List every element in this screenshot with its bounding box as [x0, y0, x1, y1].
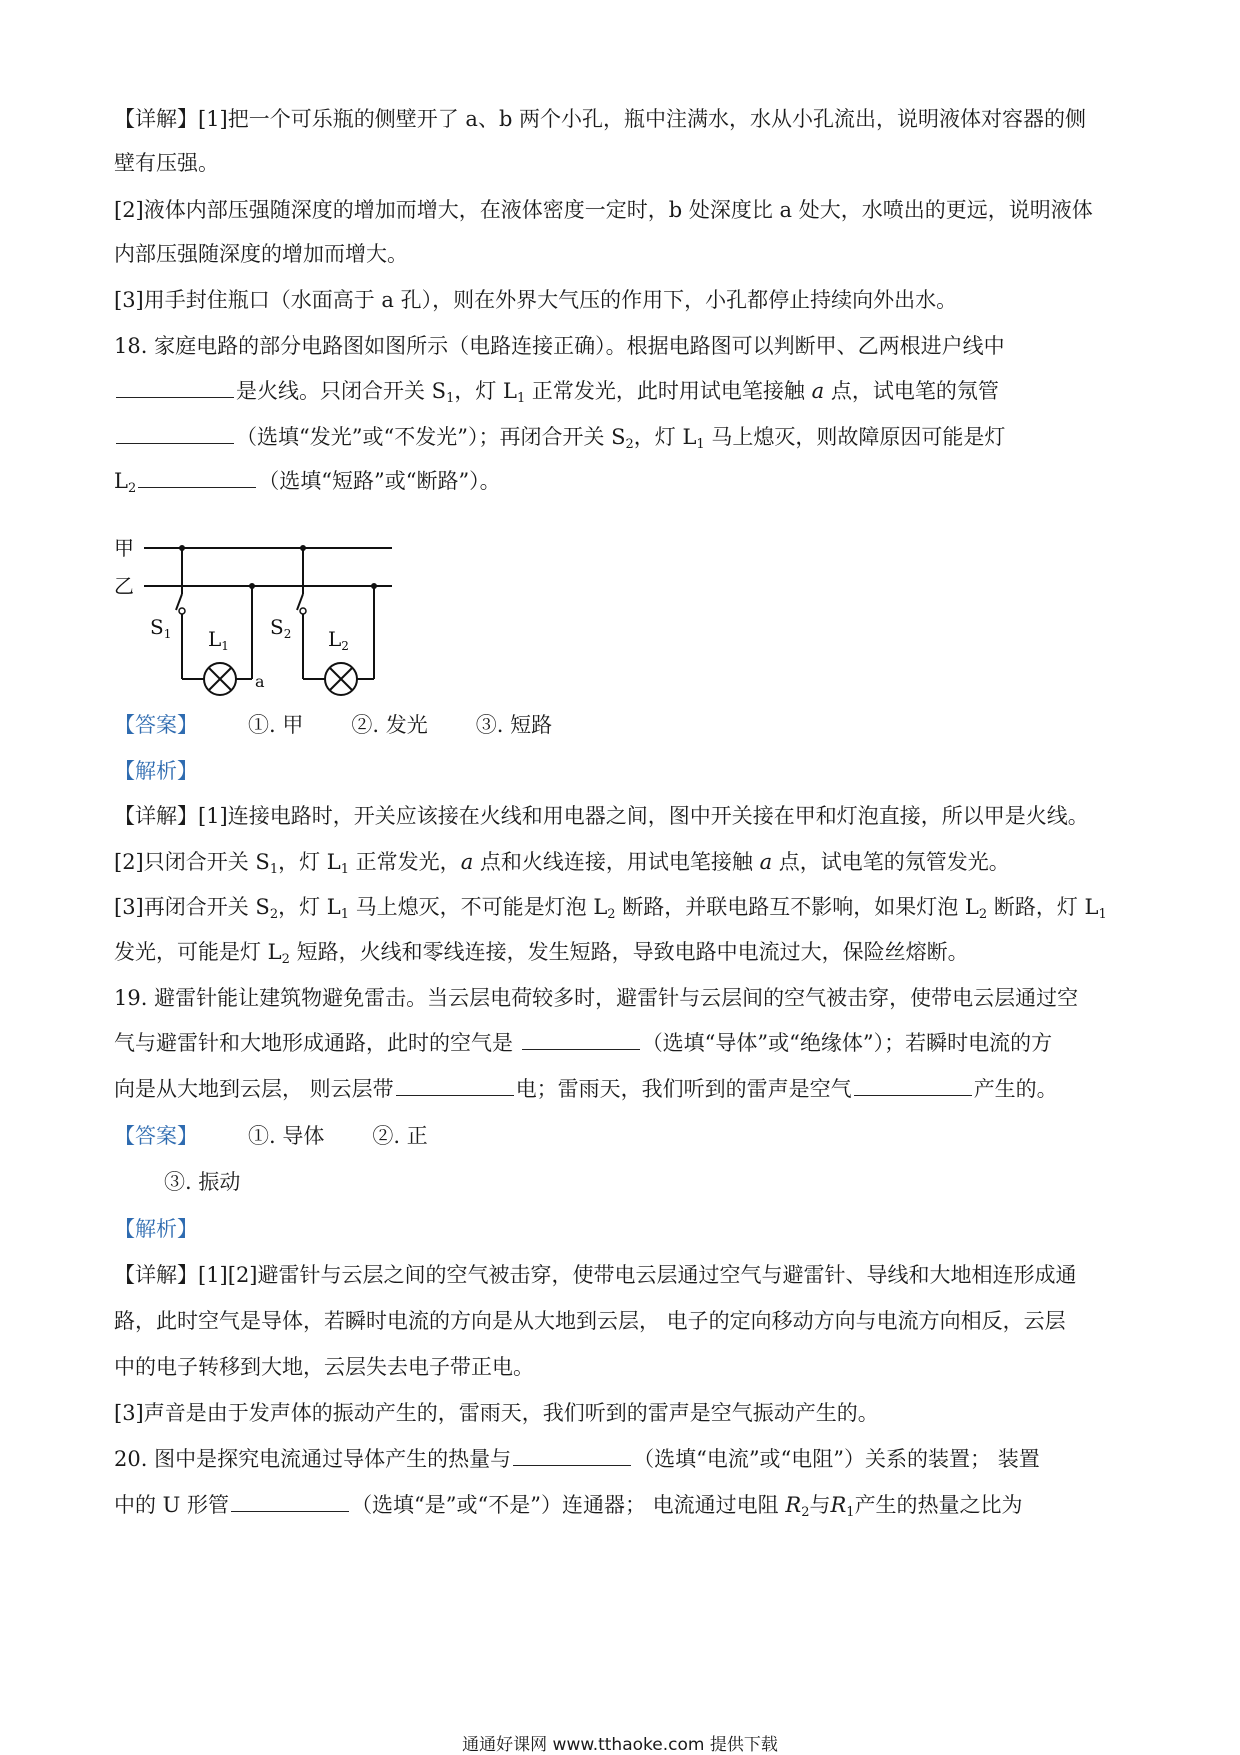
detail-18: 发光，可能是灯 $L_2$ 短路，火线和零线连接，发生短路，导致电路中电流过大，保险丝熔断。 — [114, 940, 969, 967]
answer-blank[interactable] — [513, 1463, 631, 1466]
answer-blank[interactable] — [231, 1509, 349, 1512]
point-a-label: a — [255, 672, 265, 691]
detail-18: [3]再闭合开关 $S_2$，灯 $L_1$ 马上熄灭，不可能是灯泡 $L_2$ 断路，并联电路互不影响，如果灯泡 $L_2$ 断路，灯 $L_1$ — [114, 895, 1107, 922]
answer-18: 【答案】 ①. 甲 ②. 发光 ③. 短路 — [114, 713, 553, 737]
page-footer: 通通好课网 www.tthaoke.com 提供下载 — [462, 1735, 778, 1755]
answer-blank[interactable] — [116, 441, 234, 444]
circuit-diagram — [112, 530, 412, 710]
question-text: 气与避雷针和大地形成通路，此时的空气是 （选填“导体”或“绝缘体”）；若瞬时电流的方 — [114, 1031, 1053, 1055]
answer-blank[interactable] — [116, 395, 234, 398]
question-text: （选填“发光”或“不发光”）；再闭合开关 $S_2$，灯 $L_1$ 马上熄灭，则故障原因可能是灯 — [114, 422, 1144, 452]
question-text: 19. 避雷针能让建筑物避免雷击。当云层电荷较多时，避雷针与云层间的空气被击穿，使带电云层通过空 — [114, 986, 1079, 1010]
switch-s1-label: $S_1$ — [150, 615, 172, 641]
analysis-19-tag: 【解析】 — [114, 1217, 198, 1241]
detail-18: 【详解】[1]连接电路时，开关应该接在火线和用电器之间，图中开关接在甲和灯泡直接，所以甲是火线。 — [114, 804, 1089, 828]
question-text: 是火线。只闭合开关 $S_1$，灯 $L_1$ 正常发光，此时用试电笔接触 a 点，试电笔的氖管 — [114, 376, 1144, 406]
question-text: $L_2$ （选填“短路”或“断路”）。 — [114, 469, 501, 496]
analysis-18-tag: 【解析】 — [114, 759, 198, 783]
text-line: 壁有压强。 — [114, 151, 219, 175]
detail-19: 中的电子转移到大地，云层失去电子带正电。 — [114, 1355, 534, 1379]
switch-s2-label: $S_2$ — [270, 615, 292, 641]
answer-blank[interactable] — [138, 485, 256, 488]
detail-18: [2]只闭合开关 $S_1$，灯 $L_1$ 正常发光，a 点和火线连接，用试电笔接触 a 点，试电笔的氖管发光。 — [114, 850, 1010, 877]
answer-19-cont: ③. 振动 — [164, 1170, 241, 1194]
answer-blank[interactable] — [396, 1093, 514, 1096]
lamp-l1-label: $L_1$ — [208, 627, 229, 653]
text-line: 【详解】[1]把一个可乐瓶的侧壁开了 a、b 两个小孔，瓶中注满水，水从小孔流出，说明液体对容器的侧 — [114, 107, 1087, 131]
text-line: [3]用手封住瓶口（水面高于 a 孔），则在外界大气压的作用下，小孔都停止持续向外出水。 — [114, 288, 958, 312]
wire-label-yi: 乙 — [114, 574, 134, 598]
question-text: 中的 U 形管 （选填“是”或“不是”）连通器； 电流通过电阻 $R_2$与$R_1$产生的热量之比为 — [114, 1493, 1023, 1520]
answer-blank[interactable] — [522, 1047, 640, 1050]
question-text: 向是从大地到云层， 则云层带 电；雷雨天，我们听到的雷声是空气 产生的。 — [114, 1077, 1058, 1101]
text-line: [2]液体内部压强随深度的增加而增大，在液体密度一定时，b 处深度比 a 处大，水喷出的更远，说明液体 — [114, 198, 1093, 222]
detail-19: [3]声音是由于发声体的振动产生的，雷雨天，我们听到的雷声是空气振动产生的。 — [114, 1401, 879, 1425]
question-text: 18. 家庭电路的部分电路图如图所示（电路连接正确）。根据电路图可以判断甲、乙两根进户线中 — [114, 334, 1005, 358]
wire-label-jia: 甲 — [114, 536, 134, 560]
text-line: 内部压强随深度的增加而增大。 — [114, 242, 408, 266]
answer-blank[interactable] — [854, 1093, 972, 1096]
question-text: 20. 图中是探究电流通过导体产生的热量与 （选填“电流”或“电阻”）关系的装置； 装置 — [114, 1447, 1040, 1471]
detail-19: 【详解】[1][2]避雷针与云层之间的空气被击穿，使带电云层通过空气与避雷针、导线和大地相连形成通 — [114, 1263, 1077, 1287]
answer-19: 【答案】 ①. 导体 ②. 正 — [114, 1124, 428, 1148]
lamp-l2-label: $L_2$ — [328, 627, 349, 653]
detail-19: 路，此时空气是导体，若瞬时电流的方向是从大地到云层， 电子的定向移动方向与电流方向相反，云层 — [114, 1309, 1066, 1333]
